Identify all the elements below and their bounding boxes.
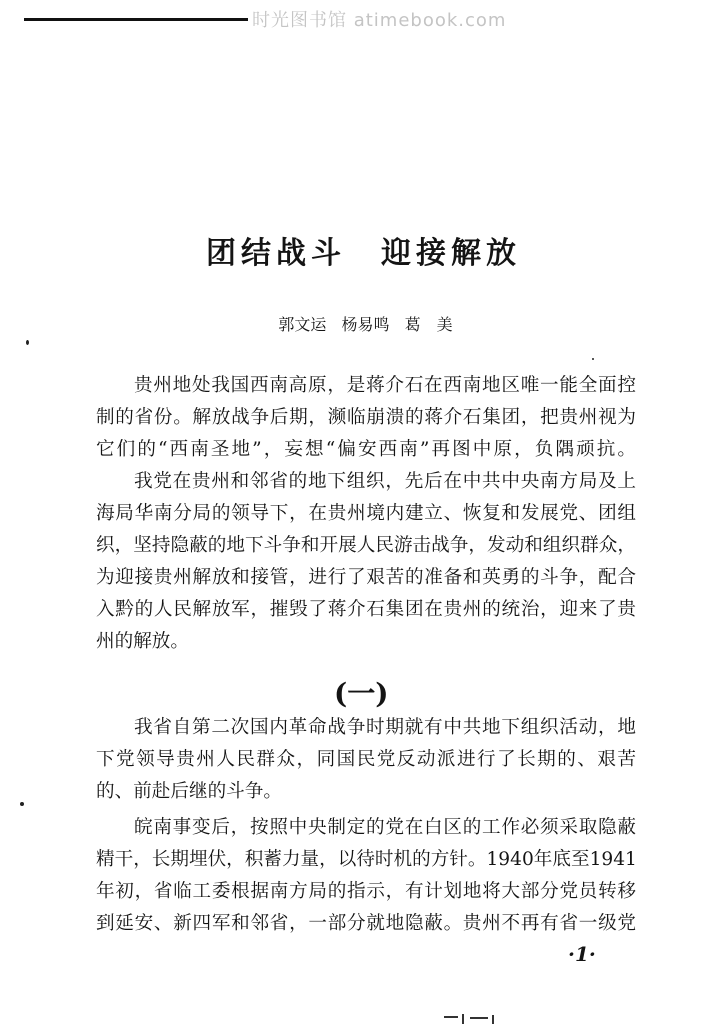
scan-speck xyxy=(592,358,594,360)
text-line: 的、前赴后继的斗争。 xyxy=(96,781,282,802)
section-heading: (一) xyxy=(334,677,389,710)
text-line: 制的省份。解放战争后期，濒临崩溃的蒋介石集团，把贵州视为 xyxy=(96,407,636,428)
page-number: ·1· xyxy=(568,942,596,966)
author-name: 葛 美 xyxy=(404,315,453,334)
text-line: 州的解放。 xyxy=(96,631,189,652)
text-line: 皖南事变后，按照中央制定的党在白区的工作必须采取隐蔽 xyxy=(134,817,636,838)
text-line: 海局华南分局的领导下，在贵州境内建立、恢复和发展党、团组 xyxy=(96,503,636,524)
article-title: 团结战斗 迎接解放 xyxy=(206,236,521,271)
watermark: 时光图书馆 atimebook.com xyxy=(252,10,507,31)
text-line: 我省自第二次国内革命战争时期就有中共地下组织活动，地 xyxy=(134,717,636,738)
author-name: 杨易鸣 xyxy=(341,315,390,334)
text-line: 它们的“西南圣地”，妄想“偏安西南”再图中原，负隅顽抗。 xyxy=(96,439,636,460)
text-line: 贵州地处我国西南高原，是蒋介石在西南地区唯一能全面控 xyxy=(134,375,636,396)
text-line: 精干，长期埋伏，积蓄力量，以待时机的方针。1940年底至1941 xyxy=(96,849,637,870)
text-line: 为迎接贵州解放和接管，进行了艰苦的准备和英勇的斗争，配合 xyxy=(96,567,636,588)
text-line: 织，坚持隐蔽的地下斗争和开展人民游击战争，发动和组织群众， xyxy=(96,535,636,556)
author-list xyxy=(0,312,703,335)
text-line: 入黔的人民解放军，摧毁了蒋介石集团在贵州的统治，迎来了贵 xyxy=(96,599,636,620)
bottom-edge-mark xyxy=(440,1012,504,1024)
top-rule xyxy=(24,18,248,21)
scan-speck xyxy=(20,802,24,806)
text-line: 下党领导贵州人民群众，同国民党反动派进行了长期的、艰苦 xyxy=(96,749,636,770)
scan-speck xyxy=(26,340,29,345)
text-line: 年初，省临工委根据南方局的指示，有计划地将大部分党员转移 xyxy=(96,881,636,902)
text-line: 我党在贵州和邻省的地下组织，先后在中共中央南方局及上 xyxy=(134,471,636,492)
text-line: 到延安、新四军和邻省，一部分就地隐蔽。贵州不再有省一级党 xyxy=(96,913,636,934)
author-name: 郭文运 xyxy=(278,315,327,334)
